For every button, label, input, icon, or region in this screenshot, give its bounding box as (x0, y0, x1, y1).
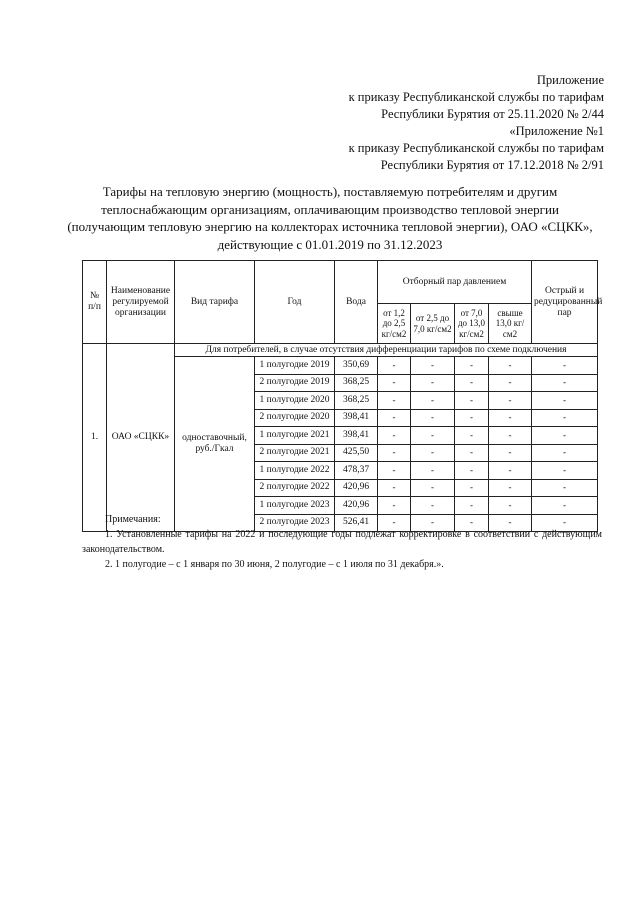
tariff-type: одноставочный, руб./Гкал (175, 357, 255, 532)
empty-tariff-cell: - (489, 392, 532, 410)
water-tariff-cell: 398,41 (335, 409, 378, 427)
table-subheader-row (83, 344, 598, 357)
title-line: теплоснабжающим организациям, оплачивающим производство тепловой энергии (101, 201, 559, 217)
water-tariff-cell: 368,25 (335, 392, 378, 410)
empty-tariff-cell: - (411, 427, 455, 445)
empty-tariff-cell: - (411, 392, 455, 410)
empty-tariff-cell: - (455, 374, 489, 392)
period-cell: 2 полугодие 2019 (255, 374, 335, 392)
empty-tariff-cell: - (532, 427, 598, 445)
water-tariff-cell: 398,41 (335, 427, 378, 445)
header-org: Наименование регулируемой организации (107, 261, 175, 344)
empty-tariff-cell: - (411, 374, 455, 392)
empty-tariff-cell: - (455, 497, 489, 515)
header-line: Республики Бурятия от 25.11.2020 № 2/44 (381, 107, 604, 121)
empty-tariff-cell: - (489, 462, 532, 480)
empty-tariff-cell: - (532, 444, 598, 462)
header-steam-group: Отборный пар давлением (378, 261, 532, 304)
water-tariff-cell: 420,96 (335, 497, 378, 515)
note-item: 2. 1 полугодие – с 1 января по 30 июня, 2 полугодие – с 1 июля по 31 декабря.». (105, 559, 444, 570)
header-line: к приказу Республиканской службы по тарифам (348, 90, 604, 104)
empty-tariff-cell: - (411, 479, 455, 497)
empty-tariff-cell: - (489, 374, 532, 392)
note-item: 1. Установленные тарифы на 2022 и последующие годы подлежат корректировке в соответствии с действующим законодательством. (82, 529, 602, 555)
header-sharp-steam: Острый и редуцированный пар (532, 261, 598, 344)
empty-tariff-cell: - (455, 392, 489, 410)
header-line: к приказу Республиканской службы по тарифам (348, 141, 604, 155)
organization-name: ОАО «СЦКК» (107, 344, 175, 532)
title-line: Тарифы на тепловую энергию (мощность), поставляемую потребителям и другим (102, 184, 558, 199)
empty-tariff-cell: - (455, 409, 489, 427)
header-steam-2: от 2,5 до 7,0 кг/см2 (411, 304, 455, 344)
period-cell: 2 полугодие 2021 (255, 444, 335, 462)
empty-tariff-cell: - (378, 392, 411, 410)
empty-tariff-cell: - (411, 514, 455, 532)
empty-tariff-cell: - (378, 497, 411, 515)
empty-tariff-cell: - (489, 444, 532, 462)
header-steam-3: от 7,0 до 13,0 кг/см2 (455, 304, 489, 344)
header-steam-1: от 1,2 до 2,5 кг/см2 (378, 304, 411, 344)
empty-tariff-cell: - (532, 392, 598, 410)
empty-tariff-cell: - (411, 444, 455, 462)
empty-tariff-cell: - (532, 462, 598, 480)
header-year: Год (255, 261, 335, 344)
empty-tariff-cell: - (378, 514, 411, 532)
header-line: Республики Бурятия от 17.12.2018 № 2/91 (380, 158, 604, 172)
period-cell: 1 полугодие 2022 (255, 462, 335, 480)
notes-section (82, 512, 602, 572)
empty-tariff-cell: - (489, 357, 532, 375)
empty-tariff-cell: - (378, 427, 411, 445)
row-number: 1. (83, 344, 107, 532)
notes-heading: Примечания: (105, 514, 161, 525)
empty-tariff-cell: - (455, 514, 489, 532)
empty-tariff-cell: - (532, 479, 598, 497)
water-tariff-cell: 425,50 (335, 444, 378, 462)
header-num: № п/п (83, 261, 107, 344)
empty-tariff-cell: - (378, 462, 411, 480)
header-type: Вид тарифа (175, 261, 255, 344)
period-cell: 2 полугодие 2020 (255, 409, 335, 427)
table-header-row (83, 261, 598, 304)
header-line: «Приложение №1 (509, 124, 604, 138)
period-cell: 1 полугодие 2019 (255, 357, 335, 375)
period-cell: 1 полугодие 2021 (255, 427, 335, 445)
empty-tariff-cell: - (411, 357, 455, 375)
empty-tariff-cell: - (411, 409, 455, 427)
empty-tariff-cell: - (455, 357, 489, 375)
header-steam-4: свыше 13,0 кг/см2 (489, 304, 532, 344)
empty-tariff-cell: - (378, 479, 411, 497)
header-water: Вода (335, 261, 378, 344)
empty-tariff-cell: - (455, 479, 489, 497)
empty-tariff-cell: - (532, 497, 598, 515)
empty-tariff-cell: - (532, 374, 598, 392)
table-subheader: Для потребителей, в случае отсутствия дифференциации тарифов по схеме подключения (175, 344, 598, 357)
empty-tariff-cell: - (378, 374, 411, 392)
water-tariff-cell: 478,37 (335, 462, 378, 480)
empty-tariff-cell: - (455, 462, 489, 480)
empty-tariff-cell: - (378, 444, 411, 462)
period-cell: 1 полугодие 2023 (255, 497, 335, 515)
period-cell: 1 полугодие 2020 (255, 392, 335, 410)
empty-tariff-cell: - (489, 497, 532, 515)
empty-tariff-cell: - (532, 357, 598, 375)
water-tariff-cell: 420,96 (335, 479, 378, 497)
empty-tariff-cell: - (532, 409, 598, 427)
empty-tariff-cell: - (489, 427, 532, 445)
empty-tariff-cell: - (455, 427, 489, 445)
empty-tariff-cell: - (455, 444, 489, 462)
empty-tariff-cell: - (411, 497, 455, 515)
document-title (60, 183, 600, 253)
title-line: (получающим тепловую энергию на коллекторах источника тепловой энергии), ОАО «СЦКК», (67, 219, 593, 234)
empty-tariff-cell: - (532, 514, 598, 532)
period-cell: 2 полугодие 2023 (255, 514, 335, 532)
water-tariff-cell: 368,25 (335, 374, 378, 392)
header-line: Приложение (536, 73, 604, 87)
empty-tariff-cell: - (489, 409, 532, 427)
document-header (349, 72, 604, 174)
empty-tariff-cell: - (378, 409, 411, 427)
empty-tariff-cell: - (489, 514, 532, 532)
period-cell: 2 полугодие 2022 (255, 479, 335, 497)
empty-tariff-cell: - (411, 462, 455, 480)
empty-tariff-cell: - (489, 479, 532, 497)
title-line: действующие с 01.01.2019 по 31.12.2023 (217, 236, 443, 252)
tariff-table (82, 260, 603, 532)
water-tariff-cell: 526,41 (335, 514, 378, 532)
water-tariff-cell: 350,69 (335, 357, 378, 375)
empty-tariff-cell: - (378, 357, 411, 375)
